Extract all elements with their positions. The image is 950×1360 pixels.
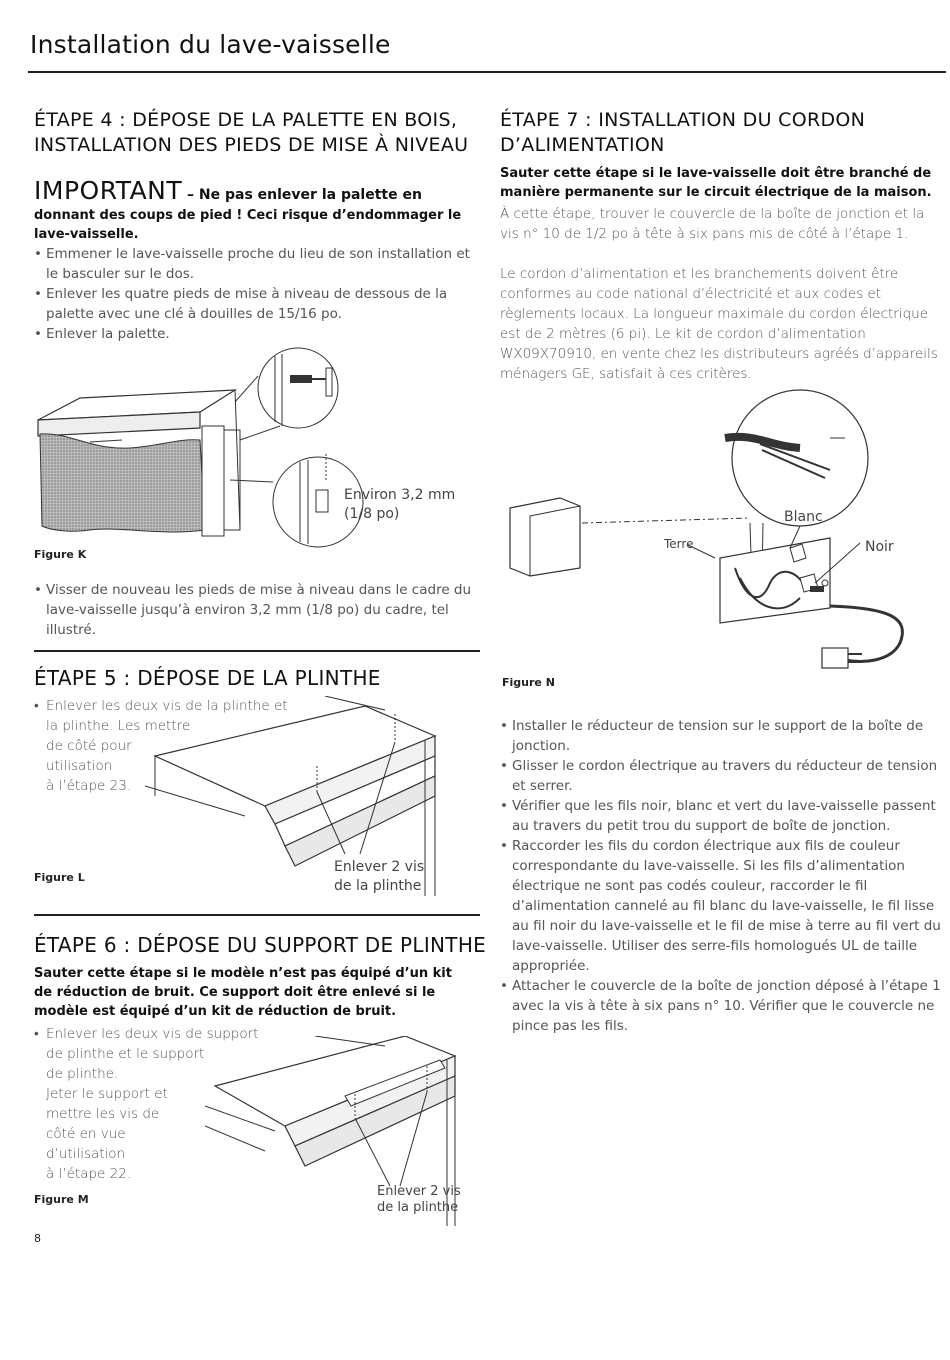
- important-word: IMPORTANT: [34, 176, 183, 205]
- figure-l-label: Figure L: [34, 871, 85, 884]
- step4-bullet-3: • Enlever la palette.: [34, 324, 474, 344]
- step6-bullet2-line1: Jeter le support et: [46, 1086, 168, 1102]
- step4-bullet-1: • Emmener le lave-vaisselle proche du lieu de son installation et le basculer sur le dos.: [34, 244, 474, 284]
- step7-heading-line1: ÉTAPE 7 : INSTALLATION DU CORDON: [500, 109, 866, 131]
- step7-para1: À cette étape, trouver le couvercle de la boîte de jonction et la vis n° 10 de 1/2 po à tête à six pans mis de côté à l’étape 1.: [500, 206, 925, 242]
- page-number: 8: [34, 1232, 41, 1245]
- important-lead: – Ne pas enlever la palette en: [182, 187, 422, 203]
- step5-bullet-line3: de côté pour: [46, 738, 132, 754]
- figure-l-callout: [334, 858, 424, 896]
- figure-k-callout-line1: Environ 3,2 mm: [344, 487, 456, 503]
- step5-heading: ÉTAPE 5 : DÉPOSE DE LA PLINTHE: [34, 666, 381, 690]
- figure-m-callout-line1: Enlever 2 vis: [377, 1184, 461, 1199]
- title-rule: [28, 71, 946, 73]
- step7-para2: Le cordon d’alimentation et les branchements doivent être conformes au code national d’électricité et aux codes et règlements locaux. La longueur maximale du cordon électrique est de 2 mètres (6 pi). Le kit de cordon d’alimentation WX09X70910, en vente chez les distributeurs agréés d’appareils ménagers GE, satisfait à ces critères.: [500, 266, 938, 382]
- section-rule-step6: [34, 914, 480, 916]
- figure-n-label-white: Blanc: [784, 509, 823, 525]
- step7-bullets: [500, 716, 942, 1036]
- step6-bullet2-line4: d’utilisation: [46, 1146, 126, 1162]
- step4-bullets: [34, 244, 474, 344]
- step6-bullet2-line5: à l’étape 22.: [46, 1166, 132, 1182]
- step5-bullet-line4: utilisation: [46, 758, 113, 774]
- figure-n-label: Figure N: [502, 676, 555, 689]
- figure-m-callout: [377, 1184, 461, 1216]
- step4-heading: [34, 108, 484, 158]
- step7-bullet-1: • Installer le réducteur de tension sur le support de la boîte de jonction.: [500, 716, 942, 756]
- step6-bullet1-line3: de plinthe.: [46, 1066, 119, 1082]
- step5-bullet-line5: à l’étape 23.: [46, 778, 132, 794]
- figure-n-label-ground: Terre: [664, 537, 694, 551]
- step5-bullet-line1: • Enlever les deux vis de la plinthe et: [34, 698, 288, 714]
- step7-note: Sauter cette étape si le lave-vaisselle doit être branché de manière permanente sur le circuit électrique de la maison.: [500, 166, 932, 200]
- important-note: donnant des coups de pied ! Ceci risque d’endommager le lave-vaisselle.: [34, 208, 462, 242]
- step6-note: Sauter cette étape si le modèle n’est pas équipé d’un kit de réduction de bruit. Ce support doit être enlevé si le modèle est équipé d’un kit de réduction de bruit.: [34, 966, 452, 1019]
- step4-after-bullet: • Visser de nouveau les pieds de mise à niveau dans le cadre du lave-vaisselle jusqu’à environ 3,2 mm (1/8 po) du cadre, tel illustré.: [34, 580, 479, 640]
- figure-k-callout: [344, 486, 455, 524]
- important-line: [34, 176, 422, 205]
- figure-n-illustration: [500, 378, 920, 698]
- step6-bullet1-line2: de plinthe et le support: [46, 1046, 205, 1062]
- step5-bullet-line2: la plinthe. Les mettre: [46, 718, 191, 734]
- step4-bullet-2: • Enlever les quatre pieds de mise à niveau de dessous de la palette avec une clé à douilles de 15/16 po.: [34, 284, 474, 324]
- step7-bullet-5: • Attacher le couvercle de la boîte de jonction déposé à l’étape 1 avec la vis à tête à six pans n° 10. Vérifier que le couvercle ne pince pas les fils.: [500, 976, 942, 1036]
- step7-heading-line2: D’ALIMENTATION: [500, 134, 665, 156]
- figure-m-label: Figure M: [34, 1193, 89, 1206]
- figure-l-callout-line2: de la plinthe: [334, 878, 422, 894]
- step7-bullet-4: • Raccorder les fils du cordon électrique aux fils de couleur correspondante du lave-vaisselle. Si les fils d’alimentation électrique ne sont pas codés couleur, raccorder le fil d’alimentation cannelé au fil blanc du lave-vaisselle, le fil lisse au fil noir du lave-vaisselle et le fil de mise à terre au fil vert du lave-vaisselle. Utiliser des serre-fils homologués UL de taille appropriée.: [500, 836, 942, 976]
- step6-bullet2-line2: mettre les vis de: [46, 1106, 160, 1122]
- figure-n-label-black: Noir: [865, 539, 894, 555]
- step4-heading-line2: INSTALLATION DES PIEDS DE MISE À NIVEAU: [34, 134, 469, 156]
- figure-k-label: Figure K: [34, 548, 87, 561]
- figure-m-callout-line2: de la plinthe: [377, 1200, 459, 1215]
- figure-l-callout-line1: Enlever 2 vis: [334, 859, 425, 875]
- section-rule-step5: [34, 650, 480, 652]
- step6-bullet2-line3: côté en vue: [46, 1126, 126, 1142]
- page-title: Installation du lave-vaisselle: [30, 30, 391, 59]
- step6-bullet1-line1: • Enlever les deux vis de support: [34, 1026, 259, 1042]
- step6-heading: ÉTAPE 6 : DÉPOSE DU SUPPORT DE PLINTHE: [34, 933, 487, 957]
- figure-k-illustration: [30, 330, 470, 560]
- figure-k-callout-line2: (1/8 po): [344, 506, 400, 522]
- step7-bullet-3: • Vérifier que les fils noir, blanc et vert du lave-vaisselle passent au travers du petit trou du support de boîte de jonction.: [500, 796, 942, 836]
- step4-after-bullets: [34, 580, 479, 640]
- step7-bullet-2: • Glisser le cordon électrique au travers du réducteur de tension et serrer.: [500, 756, 942, 796]
- step4-heading-line1: ÉTAPE 4 : DÉPOSE DE LA PALETTE EN BOIS,: [34, 109, 458, 131]
- step7-heading: [500, 108, 940, 158]
